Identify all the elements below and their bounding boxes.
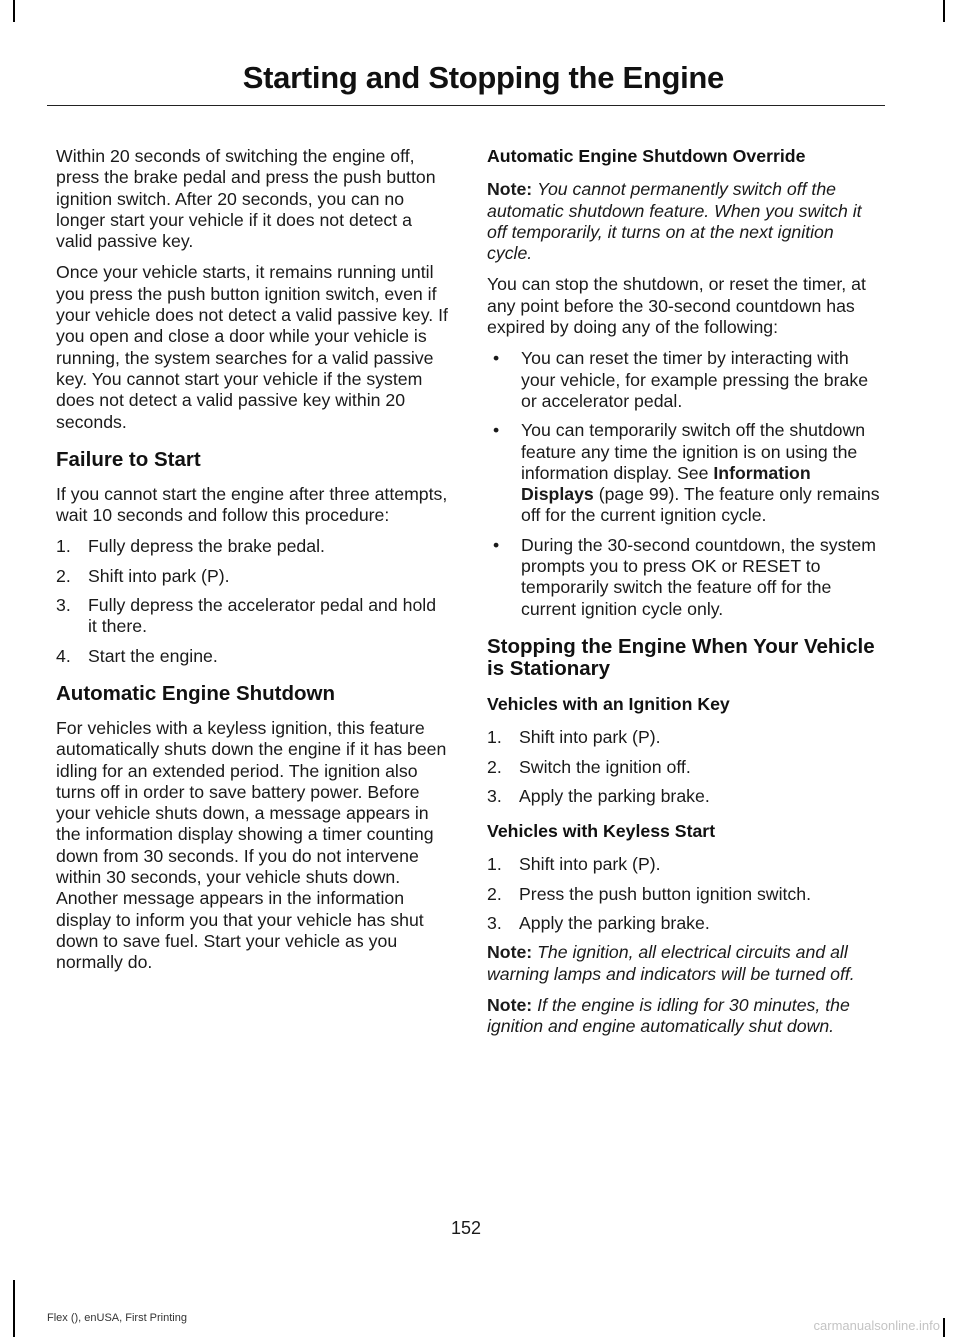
note-text: You cannot permanently switch off the automatic shutdown feature. When you switch it off temporarily, it turns on at the next ignition cycle. (487, 179, 862, 264)
page-number: 152 (450, 1218, 482, 1238)
left-column (56, 146, 448, 984)
step-number: 3. (487, 785, 502, 806)
heading-shutdown-override: Automatic Engine Shutdown Override (487, 146, 806, 166)
step-text: Start the engine. (88, 645, 218, 666)
keyless-start-steps-list (487, 854, 881, 934)
information-displays-link[interactable]: Information Displays (521, 462, 811, 505)
crop-mark-top-right (943, 0, 945, 22)
step-number: 2. (487, 883, 502, 904)
crop-mark-top-left (13, 0, 15, 22)
list-item (487, 913, 881, 934)
list-item (56, 566, 448, 587)
bullet-marker: • (493, 348, 500, 369)
footer-edition: Flex (), enUSA, First Printing (47, 1312, 187, 1324)
paragraph-running-behavior: Once your vehicle starts, it remains running until you press the push button ignition switch, even if your vehicle does not detect a valid passive key. If you open and close a door while your vehicle is running, the system searches for a valid passive key. You cannot start your vehicle if the system does not detect a valid passive key within 20 seconds. (56, 262, 448, 432)
note-label: Note: (487, 994, 533, 1015)
step-number: 2. (56, 565, 71, 586)
watermark: carmanualsonline.info (813, 1318, 940, 1333)
page-title: Starting and Stopping the Engine (242, 60, 724, 95)
ignition-key-steps-list (487, 727, 881, 807)
step-text: Switch the ignition off. (519, 756, 691, 777)
note-override (487, 179, 881, 264)
override-bullet-list (487, 348, 881, 620)
heading-ignition-key: Vehicles with an Ignition Key (487, 693, 730, 714)
header-rule (47, 105, 885, 106)
list-item (487, 854, 881, 875)
step-text: Shift into park (P). (519, 854, 661, 875)
list-item (487, 786, 881, 807)
list-item (487, 727, 881, 748)
note-ignition-off (487, 942, 881, 985)
bullet-marker: • (493, 420, 500, 441)
bullet-text: You can reset the timer by interacting with your vehicle, for example pressing the brake or accelerator pedal. (521, 348, 869, 411)
list-item (56, 595, 448, 638)
note-idle-shutdown (487, 995, 881, 1038)
step-number: 1. (487, 727, 502, 748)
step-number: 3. (487, 913, 502, 934)
step-number: 1. (56, 536, 71, 557)
bullet-text: During the 30-second countdown, the system prompts you to press OK or RESET to temporarily switch the feature off for the current ignition cycle only. (521, 534, 876, 619)
step-number: 1. (487, 854, 502, 875)
failure-steps-list (56, 536, 448, 666)
step-text: Apply the parking brake. (519, 913, 710, 934)
heading-automatic-shutdown: Automatic Engine Shutdown (56, 681, 336, 705)
list-item (487, 348, 881, 412)
bullet-text: You can temporarily switch off the shutdown feature any time the ignition is on using the information display. See (521, 420, 866, 483)
crop-mark-bottom-right (943, 1318, 945, 1337)
step-number: 3. (56, 595, 71, 616)
crop-mark-bottom-left (13, 1280, 15, 1337)
step-text: Shift into park (P). (88, 565, 230, 586)
heading-stopping-engine-stationary: Stopping the Engine When Your Vehicle is Stationary (487, 634, 875, 680)
step-text: Press the push button ignition switch. (519, 883, 812, 904)
step-text: Shift into park (P). (519, 727, 661, 748)
paragraph-shutdown-description: For vehicles with a keyless ignition, this feature automatically shuts down the engine if it has been idling for an extended period. The ignition also turns off in order to save battery power. Before your vehicle shuts down, a message appears in the information display showing a timer counting down from 30 seconds. If you do not intervene within 30 seconds, your vehicle shuts down. Another message appears in the information display to inform you that your vehicle has shut down to save fuel. Start your vehicle as you normally do. (56, 717, 447, 973)
heading-failure-to-start: Failure to Start (56, 447, 201, 471)
list-item (487, 535, 881, 620)
note-text: The ignition, all electrical circuits and all warning lamps and indicators will be turned off. (487, 942, 855, 984)
list-item (56, 536, 448, 557)
heading-keyless-start: Vehicles with Keyless Start (487, 821, 716, 842)
list-item (487, 884, 881, 905)
step-text: Fully depress the brake pedal. (88, 536, 325, 557)
list-item (487, 420, 881, 526)
paragraph-failure-intro: If you cannot start the engine after three attempts, wait 10 seconds and follow this procedure: (56, 483, 448, 526)
step-text: Fully depress the accelerator pedal and hold it there. (88, 595, 437, 637)
note-label: Note: (487, 179, 533, 200)
step-text: Apply the parking brake. (519, 785, 710, 806)
step-number: 4. (56, 645, 71, 666)
list-item (56, 646, 448, 667)
bullet-marker: • (493, 534, 500, 555)
bullet-text: (page 99). The feature only remains off for the current ignition cycle. (521, 484, 880, 526)
list-item (487, 757, 881, 778)
right-column (487, 146, 881, 1048)
note-label: Note: (487, 942, 533, 963)
paragraph-restart-window: Within 20 seconds of switching the engine off, press the brake pedal and press the push button ignition switch. After 20 seconds, you can no longer start your vehicle if it does not detect a valid passive key. (56, 146, 436, 252)
paragraph-stop-shutdown: You can stop the shutdown, or reset the timer, at any point before the 30-second countdown has expired by doing any of the following: (487, 274, 866, 338)
step-number: 2. (487, 756, 502, 777)
note-text: If the engine is idling for 30 minutes, the ignition and engine automatically shut down. (487, 994, 850, 1037)
